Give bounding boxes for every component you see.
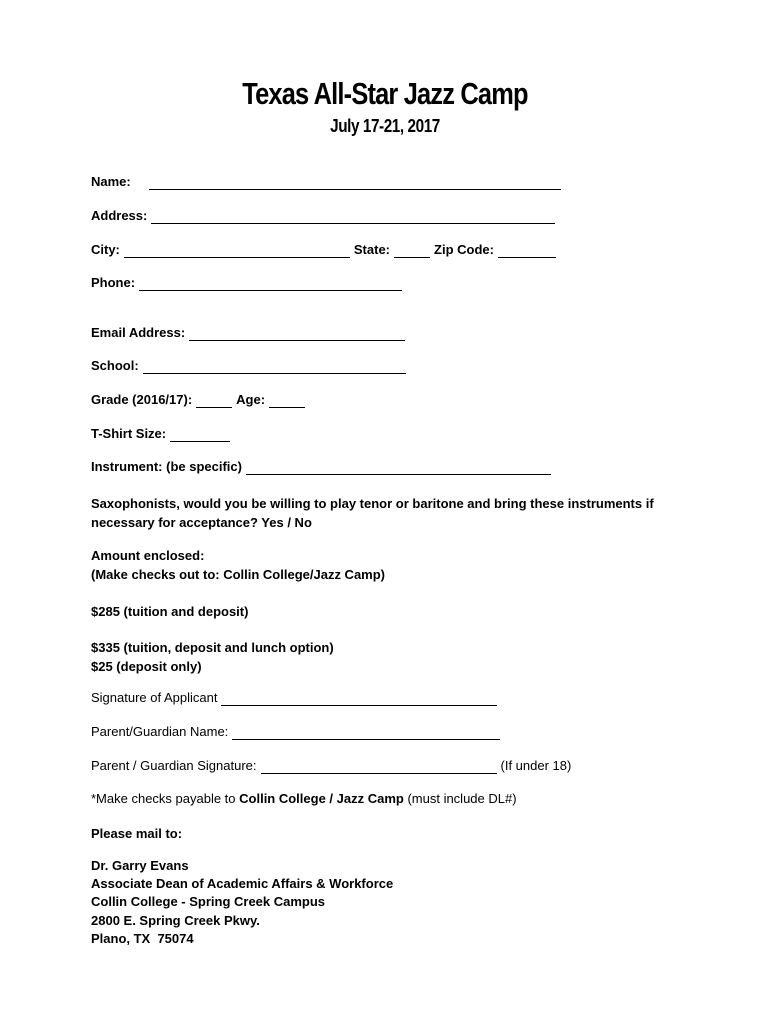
saxophone-question-line-2: necessary for acceptance? Yes / No bbox=[91, 515, 312, 530]
mail-label: Please mail to: bbox=[91, 826, 183, 841]
tuition-option-1: $285 (tuition and deposit) bbox=[91, 604, 249, 619]
address-field[interactable] bbox=[151, 211, 555, 224]
guardian-name-label: Parent/Guardian Name: bbox=[91, 724, 229, 739]
city-state-zip-row bbox=[91, 242, 556, 258]
checks-payable-note bbox=[91, 791, 517, 807]
school-field[interactable] bbox=[143, 361, 406, 374]
page-title: Texas All-Star Jazz Camp bbox=[242, 76, 528, 111]
name-field[interactable] bbox=[149, 177, 561, 190]
saxophone-question-line-1: Saxophonists, would you be willing to play tenor or baritone and bring these instruments if bbox=[91, 496, 654, 511]
instrument-field[interactable] bbox=[246, 462, 551, 475]
amount-section bbox=[91, 546, 385, 584]
grade-field[interactable] bbox=[196, 395, 232, 408]
name-label: Name: bbox=[91, 174, 131, 189]
applicant-signature-field[interactable] bbox=[221, 693, 497, 706]
guardian-signature-field[interactable] bbox=[261, 761, 497, 774]
email-label: Email Address: bbox=[91, 325, 186, 340]
tuition-option-2: $335 (tuition, deposit and lunch option) bbox=[91, 640, 334, 655]
applicant-signature-row bbox=[91, 690, 497, 706]
age-field[interactable] bbox=[269, 395, 305, 408]
checks-note: (Make checks out to: Collin College/Jazz Camp) bbox=[91, 567, 385, 582]
mailing-address-line: Dr. Garry Evans bbox=[91, 858, 189, 873]
applicant-signature-label: Signature of Applicant bbox=[91, 690, 218, 705]
school-row bbox=[91, 358, 406, 374]
state-field[interactable] bbox=[394, 245, 430, 258]
zip-field[interactable] bbox=[498, 245, 556, 258]
state-label: State: bbox=[353, 242, 391, 257]
tshirt-field[interactable] bbox=[170, 429, 230, 442]
guardian-signature-row bbox=[91, 758, 571, 774]
school-label: School: bbox=[91, 358, 139, 373]
amount-label: Amount enclosed: bbox=[91, 548, 205, 563]
email-field[interactable] bbox=[189, 328, 405, 341]
phone-row bbox=[91, 275, 402, 291]
city-label: City: bbox=[91, 242, 120, 257]
mailing-address bbox=[91, 857, 393, 948]
mailing-address-line: 2800 E. Spring Creek Pkwy. bbox=[91, 912, 260, 928]
email-row bbox=[91, 325, 405, 341]
guardian-signature-label: Parent / Guardian Signature: bbox=[91, 758, 257, 773]
city-field[interactable] bbox=[124, 245, 350, 258]
checks-payable-payee: Collin College / Jazz Camp bbox=[239, 791, 404, 806]
guardian-name-field[interactable] bbox=[232, 727, 500, 740]
under-18-note: (If under 18) bbox=[500, 758, 572, 773]
mailing-address-line: Associate Dean of Academic Affairs & Workforce bbox=[91, 876, 394, 892]
checks-payable-suffix: (must include DL#) bbox=[403, 791, 517, 806]
phone-label: Phone: bbox=[91, 275, 136, 290]
instrument-label: Instrument: (be specific) bbox=[91, 459, 242, 474]
phone-field[interactable] bbox=[139, 278, 402, 291]
mailing-address-line: Plano, TX 75074 bbox=[91, 930, 194, 946]
name-row bbox=[91, 174, 561, 190]
zip-label: Zip Code: bbox=[434, 242, 494, 257]
grade-label: Grade (2016/17): bbox=[91, 392, 193, 407]
tuition-option-3: $25 (deposit only) bbox=[91, 659, 202, 674]
grade-age-row bbox=[91, 392, 305, 408]
address-row bbox=[91, 208, 555, 224]
event-dates: July 17-21, 2017 bbox=[330, 116, 440, 136]
guardian-name-row bbox=[91, 724, 500, 740]
checks-payable-prefix: *Make checks payable to bbox=[91, 791, 240, 806]
address-label: Address: bbox=[91, 208, 148, 223]
age-label: Age: bbox=[236, 392, 266, 407]
saxophone-question bbox=[91, 494, 654, 532]
tshirt-row bbox=[91, 426, 230, 442]
tuition-options bbox=[91, 638, 334, 676]
mailing-address-line: Collin College - Spring Creek Campus bbox=[91, 894, 326, 910]
instrument-row bbox=[91, 459, 551, 475]
tshirt-label: T-Shirt Size: bbox=[91, 426, 167, 441]
